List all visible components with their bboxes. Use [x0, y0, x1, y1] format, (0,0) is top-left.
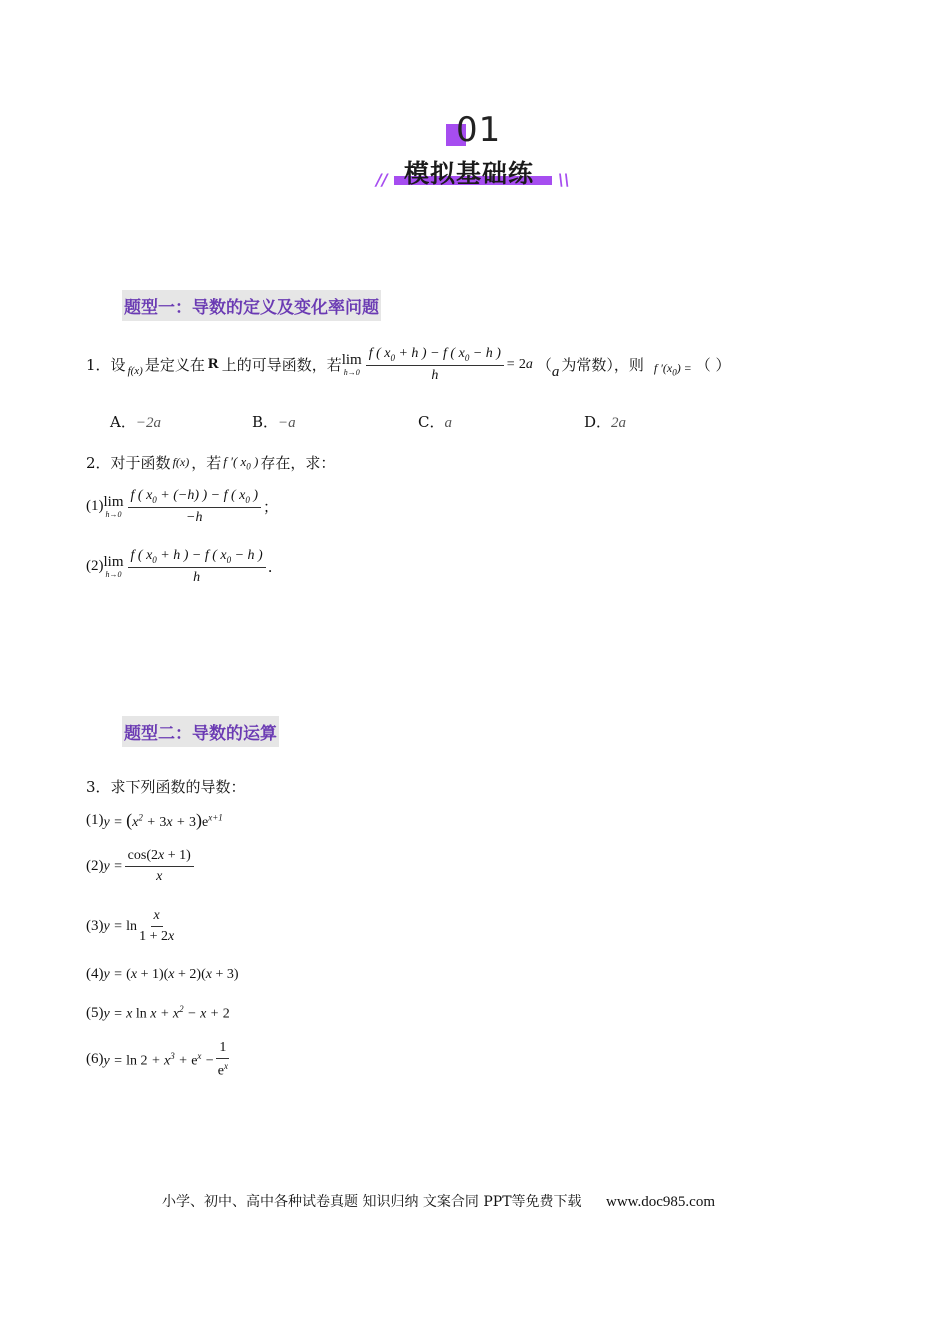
section-title-2: 题型二：导数的运算	[122, 716, 279, 747]
q1-fx: f(x)	[127, 364, 143, 377]
q1-text-4: 为常数），则	[561, 356, 644, 375]
q2-text-3: 存在，求：	[260, 454, 336, 472]
q1-limit: lim h→0	[341, 351, 362, 377]
q1-blank: （ ）	[695, 356, 731, 375]
q1-equals: = 2a	[505, 356, 533, 372]
q2-text-1: 对于函数	[110, 454, 171, 472]
footer-url[interactable]: www.doc985.com	[605, 1194, 715, 1210]
q2-part-1	[86, 488, 278, 526]
q1-fraction: $\frac{f ( x_0 + h ) - f ( x_0 - h )}{h}$	[366, 346, 504, 384]
q2-part-1-fraction: $\frac{f ( x_0 + (-h) ) - f ( x_0 )}{-h}$	[128, 488, 262, 526]
q3-part-6: (6) $y = \ln 2 + x^3 + e^x$ − $\frac{1}{e^x}$	[86, 1040, 228, 1079]
q1-option-c[interactable]: C．a	[418, 413, 452, 431]
section-number: 01	[456, 110, 502, 150]
q3-number: 3．	[86, 778, 111, 796]
section-title-1: 题型一：导数的定义及变化率问题	[122, 290, 381, 321]
q3-formula-2-fraction: $\frac{\cos(2x + 1)}{x}$	[125, 848, 194, 885]
q1-bold-r: R	[207, 356, 219, 373]
q3-formula-1: $y = (x^2 + 3x + 3)e^{x+1}$	[103, 810, 223, 830]
q1-paren: （	[536, 356, 552, 375]
q1-option-a[interactable]: A．−2a	[110, 413, 161, 431]
q3-part-1: (1) $y = (x^2 + 3x + 3)e^{x+1}$	[86, 810, 223, 830]
q2-part-2-end: .	[267, 557, 273, 576]
q3-part-3: (3) y = ln $\frac{x}{1 + 2x}$	[86, 908, 175, 944]
q3-part-4: (4) y = (x + 1)(x + 2)(x + 3)	[86, 966, 239, 982]
q2-part-2-limit: lim h→0	[103, 553, 124, 579]
page-title: 模拟基础练	[404, 159, 535, 188]
q3-part-5: (5) y = x $\ln x + x^2 - x + 2$	[86, 1004, 230, 1022]
q2-part-1-label: (1)	[86, 498, 104, 515]
header-badge	[370, 110, 580, 200]
q1-option-d[interactable]: D．2a	[584, 413, 627, 431]
q1-a: a	[551, 364, 560, 381]
question-2	[86, 452, 335, 473]
q3-intro: 求下列函数的导数：	[110, 778, 246, 796]
q3-formula-3-fraction: $\frac{x}{1 + 2x}$	[139, 908, 175, 944]
question-3	[86, 776, 246, 797]
q3-formula-2: y =	[103, 858, 123, 874]
q2-part-2-label: (2)	[86, 558, 104, 575]
q3-formula-4: y = (x + 1)(x + 2)(x + 3)	[103, 966, 239, 982]
q1-option-b[interactable]: B．−a	[252, 413, 296, 431]
q3-formula-6-fraction: $\frac{1}{e^x}$	[217, 1040, 228, 1079]
q3-part-2: (2) y = $\frac{\cos(2x + 1)}{x}$	[86, 848, 196, 885]
q1-text-3: 上的可导函数，若	[221, 356, 342, 375]
slash-right-icon: \\	[558, 170, 570, 189]
q2-text-2: ，若	[191, 454, 222, 472]
q2-fprime: f ′( $x_0$ )	[223, 453, 259, 472]
q1-text-2: 是定义在	[144, 356, 205, 375]
slash-left-icon: //	[376, 170, 388, 189]
q2-part-1-end: ；	[263, 498, 279, 517]
q2-part-2-fraction: $\frac{f ( x_0 + h ) - f ( x_0 - h )}{h}$	[128, 548, 266, 586]
q3-formula-6: $y = \ln 2 + x^3 + e^x$ −	[103, 1050, 215, 1069]
q2-number: 2．	[86, 454, 111, 472]
q1-fprime: f $'(x_0)$ =	[653, 360, 692, 378]
footer-text: 小学、初中、高中各种试卷真题 知识归纳 文案合同 PPT等免费下载	[162, 1194, 582, 1210]
q3-formula-3: y = ln	[103, 918, 138, 934]
q2-part-2	[86, 548, 273, 586]
q3-formula-5: y = x $\ln x + x^2 - x + 2$	[103, 1004, 230, 1022]
q2-part-1-limit: lim h→0	[103, 493, 124, 519]
q2-fx: f(x)	[172, 455, 190, 469]
q1-number: 1．	[86, 356, 111, 375]
footer	[162, 1191, 715, 1211]
q1-text-1: 设	[110, 356, 126, 375]
question-1	[86, 346, 731, 384]
